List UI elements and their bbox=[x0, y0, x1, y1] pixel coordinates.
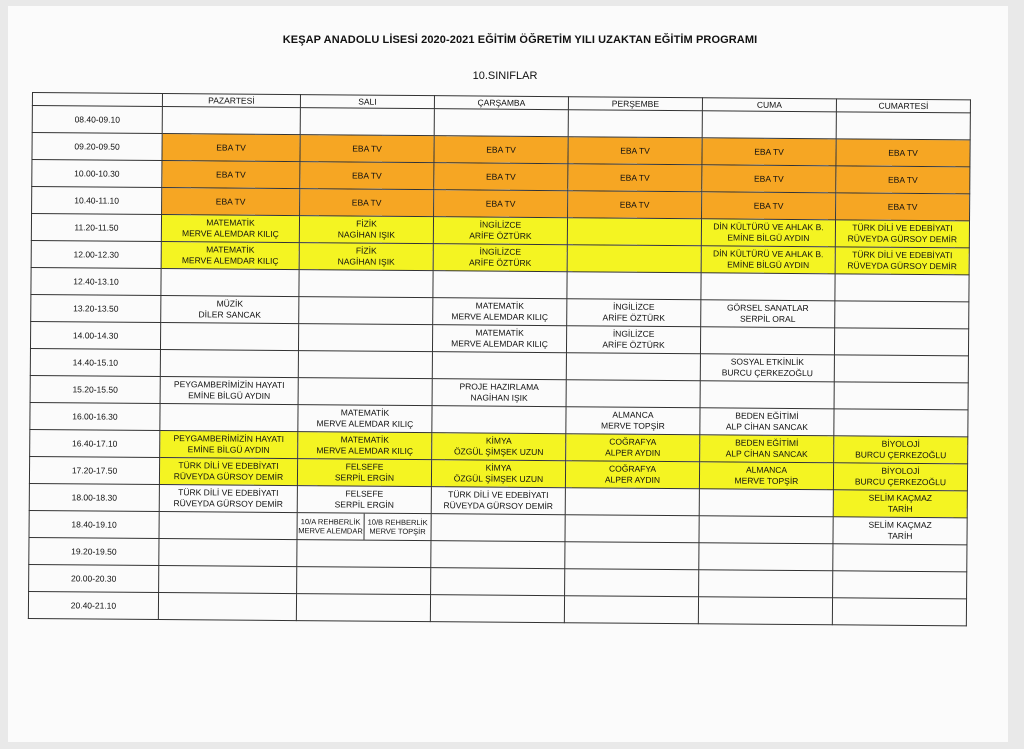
lesson-cell: EBA TV bbox=[162, 134, 300, 162]
day-header: PERŞEMBE bbox=[568, 97, 702, 111]
lesson-cell: EBA TV bbox=[702, 165, 836, 193]
lesson-cell: SELİM KAÇMAZ TARİH bbox=[833, 517, 967, 545]
lesson-cell bbox=[433, 271, 567, 299]
lesson-cell bbox=[699, 516, 833, 544]
lesson-cell bbox=[162, 107, 300, 135]
lesson-cell: PROJE HAZIRLAMA NAGİHAN IŞIK bbox=[432, 379, 566, 407]
time-slot: 13.20-13.50 bbox=[31, 294, 161, 322]
lesson-cell: FİZİK NAGİHAN IŞIK bbox=[299, 243, 433, 271]
lesson-cell bbox=[299, 270, 433, 298]
guidance-10b: 10/B REHBERLİK MERVE TOPŞİR bbox=[367, 517, 428, 537]
day-header: SALI bbox=[300, 95, 434, 109]
lesson-cell: TÜRK DİLİ VE EDEBİYATI RÜVEYDA GÜRSOY DEMİR bbox=[431, 487, 565, 515]
schedule-body bbox=[28, 106, 970, 626]
lesson-cell: EBA TV bbox=[434, 190, 568, 218]
lesson-cell bbox=[159, 512, 297, 540]
time-slot: 16.00-16.30 bbox=[30, 402, 160, 430]
schedule-table bbox=[28, 92, 971, 626]
time-slot: 20.40-21.10 bbox=[28, 591, 158, 619]
lesson-cell bbox=[834, 328, 968, 356]
lesson-cell: MATEMATİK MERVE ALEMDAR KILIÇ bbox=[161, 215, 299, 243]
lesson-cell bbox=[833, 544, 967, 572]
lesson-cell bbox=[834, 409, 968, 437]
lesson-cell: FELSEFE SERPİL ERGİN bbox=[297, 459, 431, 487]
guidance-split bbox=[297, 513, 430, 540]
lesson-cell bbox=[432, 352, 566, 380]
lesson-cell: DİN KÜLTÜRÜ VE AHLAK B. EMİNE BİLGÜ AYDIN bbox=[701, 246, 835, 274]
lesson-cell bbox=[298, 378, 432, 406]
lesson-cell: EBA TV bbox=[836, 193, 970, 221]
lesson-cell bbox=[567, 245, 701, 273]
lesson-cell: İNGİLİZCE ARİFE ÖZTÜRK bbox=[566, 326, 700, 354]
guidance-split-cell bbox=[297, 513, 431, 541]
lesson-cell bbox=[698, 597, 832, 625]
lesson-cell bbox=[432, 406, 566, 434]
lesson-cell bbox=[161, 269, 299, 297]
lesson-cell bbox=[297, 567, 431, 595]
document-title: KEŞAP ANADOLU LİSESİ 2020-2021 EĞİTİM ÖĞRETİM YILI UZAKTAN EĞİTİM PROGRAMI bbox=[282, 34, 758, 46]
lesson-cell: EBA TV bbox=[300, 135, 434, 163]
lesson-cell bbox=[568, 110, 702, 138]
lesson-cell bbox=[833, 571, 967, 599]
lesson-cell bbox=[702, 111, 836, 139]
lesson-cell: MATEMATİK MERVE ALEMDAR KILIÇ bbox=[432, 325, 566, 353]
time-slot: 08.40-09.10 bbox=[32, 106, 162, 134]
time-slot: 12.40-13.10 bbox=[31, 267, 161, 295]
lesson-cell bbox=[699, 489, 833, 517]
lesson-cell bbox=[834, 382, 968, 410]
time-slot: 18.00-18.30 bbox=[29, 483, 159, 511]
lesson-cell: EBA TV bbox=[162, 161, 300, 189]
time-slot: 14.40-15.10 bbox=[30, 348, 160, 376]
lesson-cell bbox=[160, 404, 298, 432]
time-slot: 17.20-17.50 bbox=[29, 456, 159, 484]
lesson-cell bbox=[431, 568, 565, 596]
lesson-cell bbox=[700, 327, 834, 355]
lesson-cell bbox=[296, 594, 430, 622]
corner-cell bbox=[32, 93, 162, 107]
lesson-cell: EBA TV bbox=[568, 191, 702, 219]
lesson-cell: BEDEN EĞİTİMİ ALP CİHAN SANCAK bbox=[700, 408, 834, 436]
lesson-cell: TÜRK DİLİ VE EDEBİYATI RÜVEYDA GÜRSOY DEMİR bbox=[835, 220, 969, 248]
time-slot: 11.20-11.50 bbox=[31, 214, 161, 242]
lesson-cell bbox=[159, 566, 297, 594]
lesson-cell bbox=[699, 570, 833, 598]
lesson-cell: MATEMATİK MERVE ALEMDAR KILIÇ bbox=[161, 242, 299, 270]
lesson-cell: ALMANCA MERVE TOPŞİR bbox=[566, 407, 700, 435]
lesson-cell bbox=[567, 272, 701, 300]
lesson-cell: TÜRK DİLİ VE EDEBİYATI RÜVEYDA GÜRSOY DEMİR bbox=[835, 247, 969, 275]
lesson-cell: İNGİLİZCE ARİFE ÖZTÜRK bbox=[433, 217, 567, 245]
lesson-cell: KİMYA ÖZGÜL ŞİMŞEK UZUN bbox=[431, 460, 565, 488]
lesson-cell bbox=[565, 569, 699, 597]
lesson-cell: COĞRAFYA ALPER AYDIN bbox=[566, 434, 700, 462]
lesson-cell bbox=[565, 515, 699, 543]
time-slot: 14.00-14.30 bbox=[30, 321, 160, 349]
lesson-cell bbox=[298, 351, 432, 379]
lesson-cell bbox=[297, 540, 431, 568]
lesson-cell bbox=[835, 274, 969, 302]
lesson-cell bbox=[299, 297, 433, 325]
lesson-cell: EBA TV bbox=[434, 163, 568, 191]
lesson-cell: EBA TV bbox=[836, 139, 970, 167]
time-slot: 12.00-12.30 bbox=[31, 240, 161, 268]
lesson-cell: ALMANCA MERVE TOPŞİR bbox=[699, 462, 833, 490]
lesson-cell bbox=[434, 109, 568, 137]
lesson-cell bbox=[565, 488, 699, 516]
lesson-cell: FİZİK NAGİHAN IŞIK bbox=[299, 216, 433, 244]
lesson-cell: EBA TV bbox=[702, 138, 836, 166]
lesson-cell bbox=[160, 323, 298, 351]
lesson-cell bbox=[835, 301, 969, 329]
time-slot: 15.20-15.50 bbox=[30, 375, 160, 403]
day-header: CUMARTESİ bbox=[836, 99, 970, 113]
lesson-cell: BİYOLOJİ BURCU ÇERKEZOĞLU bbox=[833, 463, 967, 491]
day-header: PAZARTESİ bbox=[162, 94, 300, 108]
lesson-cell bbox=[565, 542, 699, 570]
time-slot: 16.40-17.10 bbox=[30, 429, 160, 457]
day-header: ÇARŞAMBA bbox=[434, 96, 568, 110]
lesson-cell bbox=[566, 353, 700, 381]
lesson-cell: TÜRK DİLİ VE EDEBİYATI RÜVEYDA GÜRSOY DEMİR bbox=[159, 458, 297, 486]
lesson-cell: GÖRSEL SANATLAR SERPİL ORAL bbox=[701, 300, 835, 328]
lesson-cell bbox=[700, 381, 834, 409]
lesson-cell: İNGİLİZCE ARİFE ÖZTÜRK bbox=[433, 244, 567, 272]
lesson-cell: EBA TV bbox=[568, 137, 702, 165]
lesson-cell bbox=[430, 595, 564, 623]
lesson-cell: PEYGAMBERİMİZİN HAYATI EMİNE BİLGÜ AYDIN bbox=[160, 431, 298, 459]
lesson-cell: FELSEFE SERPİL ERGİN bbox=[297, 486, 431, 514]
day-header: CUMA bbox=[702, 98, 836, 112]
lesson-cell bbox=[158, 593, 296, 621]
lesson-cell bbox=[836, 112, 970, 140]
lesson-cell: EBA TV bbox=[702, 192, 836, 220]
lesson-cell: BEDEN EĞİTİMİ ALP CİHAN SANCAK bbox=[700, 435, 834, 463]
lesson-cell bbox=[701, 273, 835, 301]
lesson-cell bbox=[431, 541, 565, 569]
lesson-cell bbox=[431, 514, 565, 542]
lesson-cell bbox=[699, 543, 833, 571]
lesson-cell bbox=[834, 355, 968, 383]
lesson-cell bbox=[298, 324, 432, 352]
lesson-cell: EBA TV bbox=[568, 164, 702, 192]
time-slot: 09.20-09.50 bbox=[32, 133, 162, 161]
lesson-cell: SELİM KAÇMAZ TARİH bbox=[833, 490, 967, 518]
guidance-10a: 10/A REHBERLİK MERVE ALEMDAR bbox=[297, 513, 364, 540]
lesson-cell: EBA TV bbox=[162, 188, 300, 216]
lesson-cell: EBA TV bbox=[434, 136, 568, 164]
lesson-cell bbox=[160, 350, 298, 378]
lesson-cell bbox=[832, 598, 966, 626]
lesson-cell: COĞRAFYA ALPER AYDIN bbox=[565, 461, 699, 489]
lesson-cell: PEYGAMBERİMİZİN HAYATI EMİNE BİLGÜ AYDIN bbox=[160, 377, 298, 405]
lesson-cell: EBA TV bbox=[836, 166, 970, 194]
lesson-cell: KİMYA ÖZGÜL ŞİMŞEK UZUN bbox=[432, 433, 566, 461]
lesson-cell: DİN KÜLTÜRÜ VE AHLAK B. EMİNE BİLGÜ AYDIN bbox=[701, 219, 835, 247]
lesson-cell: MÜZİK DİLER SANCAK bbox=[161, 296, 299, 324]
lesson-cell bbox=[567, 218, 701, 246]
time-slot: 10.40-11.10 bbox=[32, 187, 162, 215]
document-subtitle: 10.SINIFLAR bbox=[472, 70, 538, 82]
lesson-cell bbox=[564, 596, 698, 624]
time-slot: 20.00-20.30 bbox=[29, 564, 159, 592]
lesson-cell bbox=[159, 539, 297, 567]
lesson-cell: BİYOLOJİ BURCU ÇERKEZOĞLU bbox=[834, 436, 968, 464]
time-slot: 18.40-19.10 bbox=[29, 510, 159, 538]
time-slot: 19.20-19.50 bbox=[29, 537, 159, 565]
lesson-cell: TÜRK DİLİ VE EDEBİYATI RÜVEYDA GÜRSOY DEMİR bbox=[159, 485, 297, 513]
lesson-cell bbox=[300, 108, 434, 136]
lesson-cell: MATEMATİK MERVE ALEMDAR KILIÇ bbox=[298, 405, 432, 433]
time-slot: 10.00-10.30 bbox=[32, 160, 162, 188]
lesson-cell: İNGİLİZCE ARİFE ÖZTÜRK bbox=[567, 299, 701, 327]
lesson-cell: MATEMATİK MERVE ALEMDAR KILIÇ bbox=[298, 432, 432, 460]
lesson-cell bbox=[566, 380, 700, 408]
lesson-cell: EBA TV bbox=[300, 189, 434, 217]
lesson-cell: EBA TV bbox=[300, 162, 434, 190]
lesson-cell: SOSYAL ETKİNLİK BURCU ÇERKEZOĞLU bbox=[700, 354, 834, 382]
lesson-cell: MATEMATİK MERVE ALEMDAR KILIÇ bbox=[433, 298, 567, 326]
